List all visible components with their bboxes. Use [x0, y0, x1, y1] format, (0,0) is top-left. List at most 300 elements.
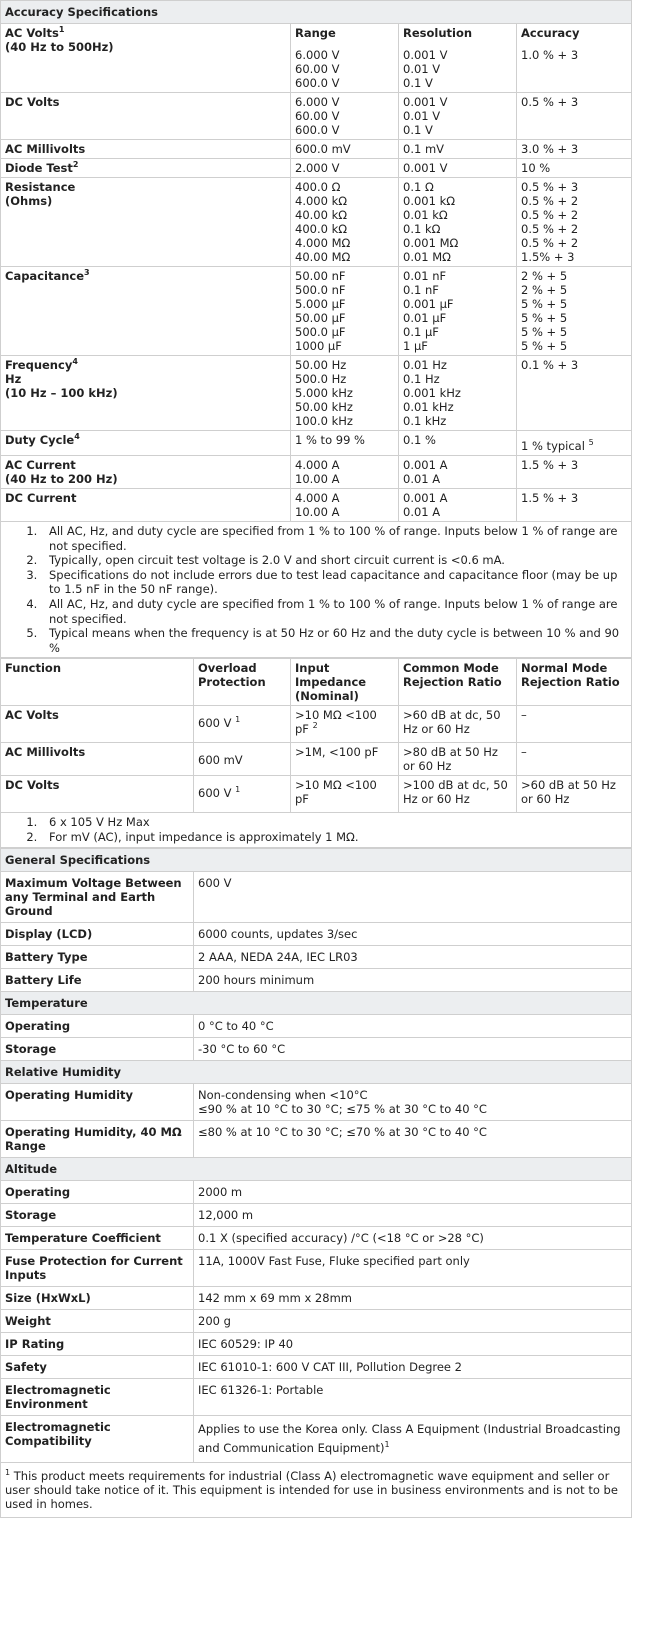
range-text: 5.000 kHz: [295, 386, 353, 400]
range-value: [295, 386, 394, 400]
range-text: 10.00 A: [295, 472, 340, 486]
spec-label: Temperature Coefficient: [1, 1226, 194, 1249]
accuracy-cell: [517, 93, 632, 140]
protection-row: [1, 743, 632, 776]
spec-label: Operating Humidity: [1, 1083, 194, 1120]
spec-value-cell: [194, 1226, 632, 1249]
accuracy-text: 5 % + 5: [521, 311, 568, 325]
protection-table: [0, 658, 632, 847]
accuracy-text: 2 % + 5: [521, 283, 568, 297]
header-impedance: Input Impedance (Nominal): [291, 659, 399, 706]
spec-row: [1, 1203, 632, 1226]
spec-label: Size (HxWxL): [1, 1286, 194, 1309]
range-value: [295, 433, 394, 447]
accuracy-title: Accuracy Specifications: [1, 1, 632, 24]
note-item: 1. 6 x 105 V Hz Max: [41, 815, 627, 830]
protection-header-row: [1, 659, 632, 706]
range-text: 400.0 kΩ: [295, 222, 348, 236]
resolution-text: 0.001 µF: [403, 297, 454, 311]
accuracy-section-header: [1, 1, 632, 24]
note-item: 3. Specifications do not include errors due to test lead capacitance and capacitance floor (may be up to 1.5 nF in the 50 nF range).: [41, 568, 627, 597]
protection-row: [1, 776, 632, 813]
resolution-text: 0.01 V: [403, 62, 441, 76]
range-text: 6.000 V: [295, 95, 340, 109]
accuracy-text: 0.5 % + 3: [521, 180, 579, 194]
resolution-text: 0.01 V: [403, 109, 441, 123]
spec-value-cell: [194, 1332, 632, 1355]
range-header: [295, 26, 394, 40]
spec-value-line: [198, 1102, 627, 1116]
resolution-text: 0.1 kΩ: [403, 222, 441, 236]
function-label: Hz: [5, 372, 22, 386]
spec-row: [1, 1355, 632, 1378]
resolution-value: [403, 433, 512, 447]
function-label-line: [5, 433, 286, 447]
spec-row: [1, 1249, 632, 1286]
spec-row: [1, 1415, 632, 1462]
range-text: 4.000 MΩ: [295, 236, 351, 250]
overload-cell: [194, 743, 291, 776]
spec-label: Weight: [1, 1309, 194, 1332]
accuracy-value: [521, 48, 627, 62]
spec-value: 600 V: [198, 875, 232, 890]
resolution-value: [403, 222, 512, 236]
function-label: Frequency: [5, 358, 73, 372]
function-label: Resistance: [5, 180, 76, 194]
accuracy-row: [1, 159, 632, 178]
function-cell: [1, 456, 291, 489]
resolution-value: [403, 400, 512, 414]
impedance-cell: [291, 743, 399, 776]
spec-row: [1, 1286, 632, 1309]
resolution-value: [403, 180, 512, 194]
range-value: [295, 250, 394, 264]
range-value: [295, 123, 394, 137]
function-label-line: [5, 358, 286, 372]
footnote-marker: 2: [72, 160, 79, 170]
accuracy-value: [521, 358, 627, 372]
spec-value: 0 °C to 40 °C: [198, 1018, 274, 1033]
range-text: 500.0 µF: [295, 325, 346, 339]
accuracy-row: [1, 489, 632, 522]
spec-row: [1, 922, 632, 945]
function-label: (Ohms): [5, 194, 53, 208]
range-value: [295, 358, 394, 372]
footnote-marker: 1: [235, 785, 241, 795]
resolution-value: [403, 472, 512, 486]
resolution-value: [403, 62, 512, 76]
accuracy-value: [521, 297, 627, 311]
function-label-line: [5, 142, 286, 156]
spec-label: Operating: [1, 1014, 194, 1037]
range-value: [295, 458, 394, 472]
spec-value: IEC 61326-1: Portable: [198, 1382, 324, 1397]
resolution-text: 0.01 MΩ: [403, 250, 451, 264]
section-title: General Specifications: [1, 848, 632, 871]
function-label: Capacitance: [5, 269, 85, 283]
resolution-text: 1 µF: [403, 339, 428, 353]
cmrr-value: >100 dB at dc, 50 Hz or 60 Hz: [403, 778, 508, 807]
resolution-value: [403, 194, 512, 208]
accuracy-value: [521, 439, 627, 453]
spec-row: [1, 1226, 632, 1249]
resolution-value: [403, 458, 512, 472]
range-value: [295, 414, 394, 428]
range-text: 100.0 kHz: [295, 414, 353, 428]
range-cell: [291, 356, 399, 431]
resolution-text: 0.1 %: [403, 433, 436, 447]
protection-notes-row: [1, 813, 632, 847]
function-label: AC Volts: [5, 708, 59, 723]
spec-value-cell: [194, 1037, 632, 1060]
range-text: 500.0 nF: [295, 283, 346, 297]
accuracy-value: [521, 283, 627, 297]
spec-row: [1, 968, 632, 991]
section-header-row: [1, 1157, 632, 1180]
spec-row: [1, 945, 632, 968]
resolution-cell: [399, 431, 517, 456]
accuracy-cell: [517, 140, 632, 159]
resolution-text: 0.01 Hz: [403, 358, 447, 372]
range-cell: [291, 24, 399, 93]
accuracy-value: [521, 269, 627, 283]
accuracy-cell: [517, 356, 632, 431]
nmrr-value: –: [521, 745, 527, 760]
function-label-line: [5, 472, 286, 486]
spec-value-cell: [194, 1120, 632, 1157]
accuracy-text: 1.0 % + 3: [521, 48, 579, 62]
accuracy-value: [521, 458, 627, 472]
spec-value: 200 g: [198, 1313, 231, 1328]
footnote-marker: 1: [58, 25, 65, 35]
range-value: [295, 95, 394, 109]
note-item: 2. For mV (AC), input impedance is approximately 1 MΩ.: [41, 830, 627, 845]
accuracy-value: [521, 142, 627, 156]
resolution-cell: [399, 456, 517, 489]
resolution-text: 0.001 MΩ: [403, 236, 459, 250]
resolution-text: 0.1 V: [403, 76, 433, 90]
spec-value: 142 mm x 69 mm x 28mm: [198, 1290, 352, 1305]
spec-value-line: [198, 1088, 627, 1102]
function-label: DC Volts: [5, 95, 60, 109]
resolution-cell: [399, 159, 517, 178]
header-overload: Overload Protection: [194, 659, 291, 706]
accuracy-row: [1, 431, 632, 456]
accuracy-cell: [517, 178, 632, 267]
accuracy-text: 5 % + 5: [521, 339, 568, 353]
accuracy-value: [521, 339, 627, 353]
cmrr-cell: [399, 743, 517, 776]
range-value: [295, 491, 394, 505]
function-label-line: [5, 161, 286, 175]
accuracy-row: [1, 456, 632, 489]
footnote-marker: 3: [84, 268, 90, 278]
spec-value: -30 °C to 60 °C: [198, 1041, 286, 1056]
impedance-value: >10 MΩ <100 pF: [295, 708, 377, 737]
accuracy-text: 1.5 % + 3: [521, 491, 579, 505]
spec-value-cell: [194, 945, 632, 968]
resolution-cell: [399, 267, 517, 356]
resolution-value: [403, 269, 512, 283]
spec-label: Maximum Voltage Between any Terminal and Earth Ground: [1, 871, 194, 922]
overload-value: 600 V: [198, 716, 232, 731]
range-value: [295, 400, 394, 414]
range-cell: [291, 456, 399, 489]
spec-value: ≤90 % at 10 °C to 30 °C; ≤75 % at 30 °C to 40 °C: [198, 1101, 487, 1116]
spec-value: Non-condensing when <10°C: [198, 1087, 368, 1102]
protection-notes-cell: [1, 813, 632, 847]
column-header: Accuracy: [521, 26, 580, 40]
spec-value-cell: [194, 1249, 632, 1286]
accuracy-text: 1 % typical: [521, 439, 585, 453]
footnote-marker: 5: [588, 438, 594, 448]
function-label: (10 Hz – 100 kHz): [5, 386, 118, 400]
protection-table-body: [1, 659, 632, 847]
range-value: [295, 180, 394, 194]
range-cell: [291, 431, 399, 456]
accuracy-row: [1, 93, 632, 140]
function-cell: [1, 356, 291, 431]
footnote-text: This product meets requirements for industrial (Class A) electromagnetic wave equipment and seller or user should take notice of it. This equipment is intended for use in business environments and is not to be used in homes.: [5, 1468, 618, 1511]
accuracy-text: 0.5 % + 3: [521, 95, 579, 109]
resolution-value: [403, 109, 512, 123]
range-text: 600.0 V: [295, 123, 340, 137]
spec-row: [1, 1332, 632, 1355]
overload-cell: [194, 706, 291, 743]
spec-value-cell: [194, 1180, 632, 1203]
resolution-value: [403, 311, 512, 325]
resolution-value: [403, 325, 512, 339]
spec-value: ≤80 % at 10 °C to 30 °C; ≤70 % at 30 °C to 40 °C: [198, 1124, 487, 1139]
spec-label: Battery Type: [1, 945, 194, 968]
range-value: [295, 372, 394, 386]
resolution-value: [403, 208, 512, 222]
range-value: [295, 269, 394, 283]
function-label: AC Volts: [5, 26, 59, 40]
resolution-text: 0.001 A: [403, 458, 448, 472]
range-text: 600.0 V: [295, 76, 340, 90]
range-text: 500.0 Hz: [295, 372, 347, 386]
function-cell: [1, 706, 194, 743]
nmrr-cell: [517, 776, 632, 813]
resolution-value: [403, 386, 512, 400]
spec-value-cell: [194, 1415, 632, 1462]
resolution-text: 0.1 kHz: [403, 414, 447, 428]
range-value: [295, 505, 394, 519]
accuracy-text: 3.0 % + 3: [521, 142, 579, 156]
section-title: Temperature: [1, 991, 632, 1014]
accuracy-table-body: [1, 1, 632, 658]
accuracy-cell: [517, 267, 632, 356]
range-cell: [291, 140, 399, 159]
range-text: 1000 µF: [295, 339, 342, 353]
range-value: [295, 48, 394, 62]
resolution-cell: [399, 140, 517, 159]
spec-value: 11A, 1000V Fast Fuse, Fluke specified part only: [198, 1253, 470, 1268]
range-text: 40.00 MΩ: [295, 250, 351, 264]
range-value: [295, 109, 394, 123]
spec-label: Battery Life: [1, 968, 194, 991]
range-value: [295, 325, 394, 339]
resolution-text: 0.01 kHz: [403, 400, 454, 414]
footnote-marker: 1: [235, 715, 241, 725]
accuracy-text: 2 % + 5: [521, 269, 568, 283]
nmrr-value: –: [521, 708, 527, 723]
spec-row: [1, 1037, 632, 1060]
accuracy-text: 0.1 % + 3: [521, 358, 579, 372]
spec-row: [1, 871, 632, 922]
accuracy-value: [521, 236, 627, 250]
spec-row: [1, 1378, 632, 1415]
section-title: Altitude: [1, 1157, 632, 1180]
accuracy-row: [1, 178, 632, 267]
resolution-text: 0.01 µF: [403, 311, 447, 325]
accuracy-cell: [517, 456, 632, 489]
resolution-text: 0.1 V: [403, 123, 433, 137]
resolution-header: [403, 26, 512, 40]
resolution-text: 0.001 kHz: [403, 386, 461, 400]
range-value: [295, 76, 394, 90]
impedance-value: >10 MΩ <100 pF: [295, 778, 377, 807]
range-text: 50.00 Hz: [295, 358, 347, 372]
spec-value: 200 hours minimum: [198, 972, 315, 987]
resolution-value: [403, 283, 512, 297]
footnote-marker: 4: [72, 357, 78, 367]
spec-value-line: [198, 1125, 627, 1139]
resolution-value: [403, 161, 512, 175]
range-text: 400.0 Ω: [295, 180, 341, 194]
spec-value: 6000 counts, updates 3/sec: [198, 926, 358, 941]
range-value: [295, 339, 394, 353]
spec-row: [1, 1120, 632, 1157]
accuracy-cell: [517, 24, 632, 93]
accuracy-table: [0, 0, 632, 658]
function-cell: [1, 776, 194, 813]
section-title: Relative Humidity: [1, 1060, 632, 1083]
nmrr-cell: [517, 743, 632, 776]
resolution-text: 0.1 µF: [403, 325, 439, 339]
resolution-value: [403, 297, 512, 311]
cmrr-value: >60 dB at dc, 50 Hz or 60 Hz: [403, 708, 501, 737]
range-text: 40.00 kΩ: [295, 208, 348, 222]
function-label-line: [5, 386, 286, 400]
footnote-row: [1, 1462, 632, 1517]
function-cell: [1, 267, 291, 356]
accuracy-text: 0.5 % + 2: [521, 208, 579, 222]
spec-label: Operating Humidity, 40 MΩ Range: [1, 1120, 194, 1157]
range-value: [295, 297, 394, 311]
column-header: Range: [295, 26, 336, 40]
spec-label: Operating: [1, 1180, 194, 1203]
spec-value-cell: [194, 968, 632, 991]
resolution-value: [403, 491, 512, 505]
general-table-body: [1, 848, 632, 1517]
resolution-text: 0.01 A: [403, 505, 441, 519]
spec-label: Display (LCD): [1, 922, 194, 945]
range-text: 1 % to 99 %: [295, 433, 365, 447]
accuracy-value: [521, 491, 627, 505]
resolution-value: [403, 372, 512, 386]
range-text: 4.000 A: [295, 491, 340, 505]
function-label-line: [5, 194, 286, 208]
function-cell: [1, 743, 194, 776]
footnote-marker: 1: [5, 1467, 11, 1477]
header-cmrr: Common Mode Rejection Ratio: [399, 659, 517, 706]
resolution-value: [403, 250, 512, 264]
accuracy-value: [521, 180, 627, 194]
section-header-row: [1, 848, 632, 871]
range-text: 600.0 mV: [295, 142, 351, 156]
range-cell: [291, 178, 399, 267]
function-label: AC Millivolts: [5, 745, 86, 760]
function-label: Diode Test: [5, 161, 73, 175]
resolution-cell: [399, 356, 517, 431]
accuracy-notes-cell: [1, 522, 632, 658]
resolution-text: 0.1 Ω: [403, 180, 434, 194]
range-text: 4.000 kΩ: [295, 194, 348, 208]
resolution-value: [403, 339, 512, 353]
function-label-line: [5, 372, 286, 386]
header-nmrr: Normal Mode Rejection Ratio: [517, 659, 632, 706]
spec-value-cell: [194, 1014, 632, 1037]
spec-row: [1, 1014, 632, 1037]
spec-value-cell: [194, 922, 632, 945]
overload-value: 600 mV: [198, 753, 243, 768]
function-cell: [1, 93, 291, 140]
spec-value: 12,000 m: [198, 1207, 254, 1222]
range-value: [295, 62, 394, 76]
spec-label: IP Rating: [1, 1332, 194, 1355]
accuracy-text: 10 %: [521, 161, 551, 175]
accuracy-text: 5 % + 5: [521, 325, 568, 339]
spec-row: [1, 1083, 632, 1120]
resolution-text: 0.1 nF: [403, 283, 439, 297]
note-item: 5. Typical means when the frequency is at 50 Hz or 60 Hz and the duty cycle is between 10 % and 90 %: [41, 626, 627, 655]
range-text: 60.00 V: [295, 109, 340, 123]
note-item: 4. All AC, Hz, and duty cycle are specified from 1 % to 100 % of range. Inputs below 1 % of range are not specified.: [41, 597, 627, 626]
spec-label: Safety: [1, 1355, 194, 1378]
resolution-text: 0.01 kΩ: [403, 208, 448, 222]
function-label: AC Current: [5, 458, 76, 472]
impedance-cell: [291, 776, 399, 813]
resolution-text: 0.1 mV: [403, 142, 445, 156]
accuracy-header: [521, 26, 627, 40]
nmrr-cell: [517, 706, 632, 743]
accuracy-notes-list: [5, 524, 627, 655]
spec-value-cell: [194, 1309, 632, 1332]
spec-label: Fuse Protection for Current Inputs: [1, 1249, 194, 1286]
range-cell: [291, 159, 399, 178]
resolution-cell: [399, 178, 517, 267]
accuracy-value: [521, 208, 627, 222]
accuracy-value: [521, 194, 627, 208]
range-cell: [291, 489, 399, 522]
resolution-text: 0.001 A: [403, 491, 448, 505]
function-cell: [1, 431, 291, 456]
section-header-row: [1, 1060, 632, 1083]
spec-value-cell: [194, 1083, 632, 1120]
accuracy-cell: [517, 159, 632, 178]
resolution-text: 0.001 V: [403, 161, 448, 175]
footnote-cell: [1, 1462, 632, 1517]
accuracy-value: [521, 250, 627, 264]
protection-notes-list: [5, 815, 627, 844]
resolution-cell: [399, 93, 517, 140]
spec-value: IEC 60529: IP 40: [198, 1336, 294, 1351]
resolution-text: 0.001 V: [403, 95, 448, 109]
resolution-cell: [399, 489, 517, 522]
resolution-text: 0.01 nF: [403, 269, 447, 283]
